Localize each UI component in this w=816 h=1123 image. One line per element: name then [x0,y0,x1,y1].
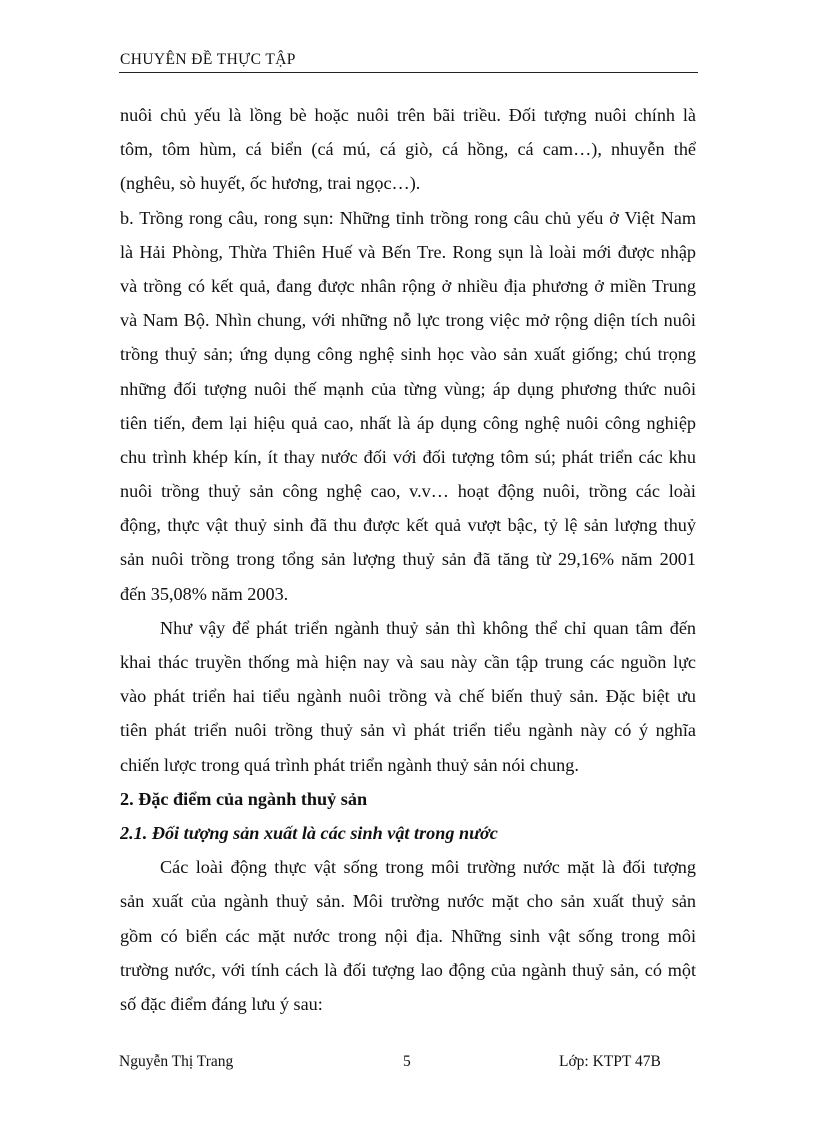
paragraph-first-line: Các loài động thực vật sống trong môi trường nước mặt là đối tượng [160,857,696,878]
text-line: động, thực vật thuỷ sinh đã thu được kết quả vượt bậc, tỷ lệ sản lượng thuỷ [120,515,696,536]
document-body [120,98,696,1021]
text-line: nuôi chủ yếu là lồng bè hoặc nuôi trên bãi triều. Đối tượng nuôi chính là [120,105,696,125]
text-line: là Hải Phòng, Thừa Thiên Huế và Bến Tre. Rong sụn là loài mới được nhập [120,241,696,262]
text-line: khai thác truyền thống mà hiện nay và sau này cần tập trung các nguồn lực [120,652,696,672]
text-line: tiên phát triển nuôi trồng thuỷ sản vì phát triển tiểu ngành này có ý nghĩa [120,720,696,741]
text-line: nuôi trồng thuỷ sản công nghệ cao, v.v… hoạt động nuôi, trồng các loài [120,481,696,502]
text-line: và trồng có kết quả, đang được nhân rộng ở nhiều địa phương ở miền Trung [120,275,696,296]
text-line: chu trình khép kín, ít thay nước đối với đối tượng tôm sú; phát triển các khu [120,446,696,467]
header-divider [119,72,698,73]
text-line: trồng thuỷ sản; ứng dụng công nghệ sinh học vào sản xuất giống; chú trọng [120,344,696,365]
footer-author: Nguyễn Thị Trang [119,1053,234,1070]
text-line: đến 35,08% năm 2003. [120,583,289,604]
text-line: sản nuôi trồng trong tổng sản lượng thuỷ sản đã tăng từ 29,16% năm 2001 [120,549,696,570]
text-line: b. Trồng rong câu, rong sụn: Những tỉnh trồng rong câu chủ yếu ở Việt Nam [120,207,696,228]
text-line: vào phát triển hai tiểu ngành nuôi trồng và chế biến thuỷ sản. Đặc biệt ưu [120,686,696,707]
section-heading: 2. Đặc điểm của ngành thuỷ sản [120,788,368,809]
text-line: tôm, tôm hùm, cá biển (cá mú, cá giò, cá hồng, cá cam…), nhuyễn thể [120,139,696,160]
subsection-heading: 2.1. Đối tượng sản xuất là các sinh vật trong nước [120,822,498,843]
text-line: chiến lược trong quá trình phát triển ngành thuỷ sản nói chung. [120,754,579,775]
paragraph-first-line: Như vậy để phát triển ngành thuỷ sản thì không thể chỉ quan tâm đến [160,617,696,638]
footer-class-label: Lớp: KTPT 47B [559,1053,661,1070]
text-line: gồm có biển các mặt nước trong nội địa. Những sinh vật sống trong môi [120,925,696,946]
text-line: và Nam Bộ. Nhìn chung, với những nỗ lực trong việc mở rộng diện tích nuôi [120,310,696,331]
text-line: sản xuất của ngành thuỷ sản. Môi trường nước mặt cho sản xuất thuỷ sản [120,891,696,912]
footer-page-number: 5 [403,1053,411,1070]
page-header-title: CHUYÊN ĐỀ THỰC TẬP [120,51,296,68]
text-line: (nghêu, sò huyết, ốc hương, trai ngọc…). [120,173,421,194]
text-line: trường nước, với tính cách là đối tượng lao động của ngành thuỷ sản, có một [120,959,696,980]
text-line: những đối tượng nuôi thế mạnh của từng vùng; áp dụng phương thức nuôi [120,378,696,399]
text-line: số đặc điểm đáng lưu ý sau: [120,993,323,1014]
text-line: tiên tiến, đem lại hiệu quả cao, nhất là áp dụng công nghệ nuôi công nghiệp [120,412,696,433]
